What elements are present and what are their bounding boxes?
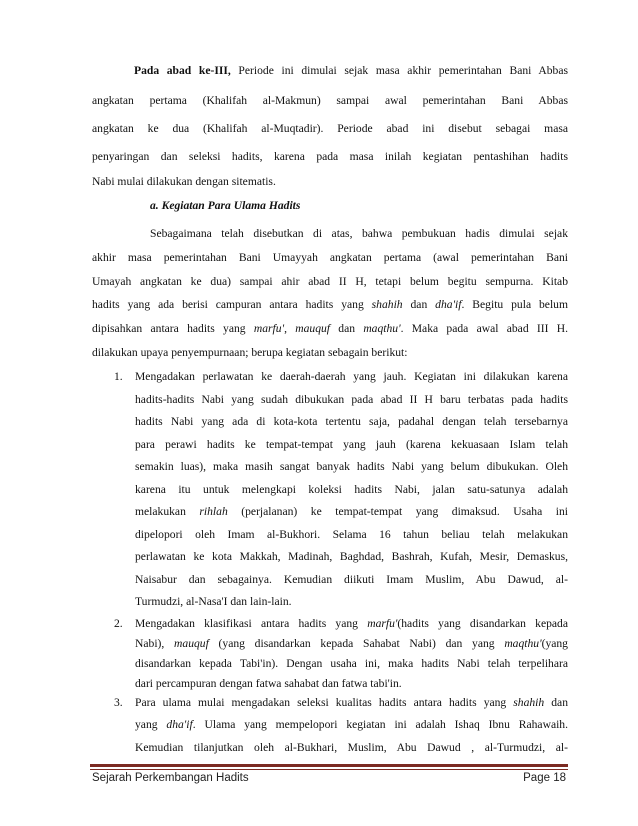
list-item-2-line-2-a: Nabi), (135, 637, 175, 650)
list-item-2-line-2 (135, 637, 568, 651)
list-item-2-line-1-c: (hadits yang disandarkan kepada (397, 617, 568, 630)
term-mauquf: mauquf (295, 322, 331, 335)
term-dhaif: dha'if (435, 298, 462, 311)
term-maqthu: maqthu' (363, 322, 401, 335)
list-item-1-line-10: Naisabur dan sebagainya. Kemudian diikuti Imam Muslim, Abu Dawud, al- (135, 572, 568, 586)
section-line-5-e: dan (330, 322, 364, 335)
footer-rule (90, 764, 568, 767)
section-heading: a. Kegiatan Para Ulama Hadits (150, 199, 301, 212)
section-line-4-e: . Begitu pula belum (461, 298, 568, 311)
intro-line-5: Nabi mulai dilakukan dengan sitematis. (92, 175, 276, 188)
section-line-2: akhir masa pemerintahan Bani Umayyah angkatan pertama (awal pemerintahan Bani (92, 251, 568, 264)
term-mauquf-2: mauquf (174, 637, 209, 650)
list-item-2-line-1 (135, 617, 568, 631)
list-item-2-line-4: dari percampuran dengan fatwa sahabat dan fatwa tabi'in. (135, 677, 402, 690)
term-marfu-2: marfu' (367, 617, 398, 630)
footer-rule-thin (90, 769, 568, 770)
list-item-1-line-7-a: melakukan (135, 505, 200, 518)
section-line-5 (92, 322, 568, 336)
section-line-4 (92, 298, 568, 312)
list-item-3-line-1 (135, 696, 568, 710)
list-number-3: 3. (114, 696, 123, 709)
section-line-6: dilakukan upaya penyempurnaan; berupa kegiatan sebagain berikut: (92, 346, 408, 359)
term-shahih: shahih (371, 298, 403, 311)
intro-lead: Pada abad ke-III, (134, 64, 231, 77)
list-item-3-line-2-c: . Ulama yang mempelopori kegiatan ini adalah Ishaq Ibnu Rahawaih. (192, 718, 569, 731)
list-item-3-line-2 (135, 718, 568, 732)
section-line-1: Sebagaimana telah disebutkan di atas, bahwa pembukuan hadis dimulai sejak (150, 227, 568, 240)
intro-line-1-rest: Periode ini dimulai sejak masa akhir pemerintahan Bani Abbas (238, 64, 568, 77)
list-item-1-line-1: Mengadakan perlawatan ke daerah-daerah yang jauh. Kegiatan ini dilakukan karena (135, 370, 568, 383)
section-line-5-c: , (284, 322, 296, 335)
section-line-5-g: . Maka pada awal abad III H. (400, 322, 569, 335)
footer-title: Sejarah Perkembangan Hadits (92, 772, 249, 784)
page-number: Page 18 (523, 772, 566, 784)
list-item-2-line-2-e: (yang (541, 637, 568, 650)
list-item-1-line-2: hadits-hadits Nabi yang sudah dibukukan pada abad II H baru terbatas pada hadits (135, 392, 568, 406)
list-item-1-line-6: karena itu untuk melengkapi koleksi hadits Nabi, jalan satu-satunya adalah (135, 482, 568, 496)
list-item-3-line-1-a: Para ulama mulai mengadakan seleksi kualitas hadits antara hadits yang (135, 696, 514, 709)
list-item-1-line-4: para perawi hadits ke tempat-tempat yang jauh (karena kekuasaan Islam telah (135, 437, 568, 451)
section-line-3: Umayah angkatan ke dua) sampai ahir abad II H, tetapi belum begitu sempurna. Kitab (92, 275, 568, 288)
list-item-1-line-11: Turmudzi, al-Nasa'I dan lain-lain. (135, 595, 292, 608)
section-line-4-a: hadits yang ada berisi campuran antara hadits yang (92, 298, 372, 311)
term-maqthu-2: maqthu' (504, 637, 542, 650)
section-line-5-a: dipisahkan antara hadits yang (92, 322, 254, 335)
list-item-1-line-7 (135, 505, 568, 519)
list-item-1-line-5: semakin luas), maka masih sangat banyak hadits Nabi yang belum dibukukan. Oleh (135, 460, 568, 473)
intro-line-1 (134, 64, 568, 78)
list-item-2-line-2-c: (yang disandarkan kepada Sahabat Nabi) dan yang (208, 637, 505, 650)
list-item-3-line-3: Kemudian tilanjutkan oleh al-Bukhari, Muslim, Abu Dawud , al-Turmudzi, al- (135, 741, 568, 754)
term-shahih-2: shahih (513, 696, 545, 709)
list-item-2-line-1-a: Mengadakan klasifikasi antara hadits yang (135, 617, 368, 630)
list-item-1-line-9: perlawatan ke kota Makkah, Madinah, Baghdad, Bashrah, Kufah, Mesir, Demaskus, (135, 550, 568, 563)
list-item-2-line-3: disandarkan kepada Tabi'in). Dengan usaha ini, maka hadits Nabi telah terpelihara (135, 657, 568, 670)
list-item-3-line-2-a: yang (135, 718, 167, 731)
intro-line-3: angkatan ke dua (Khalifah al-Muqtadir). Periode abad ini disebut sebagai masa (92, 122, 568, 135)
section-line-4-c: dan (402, 298, 436, 311)
term-dhaif-2: dha'if (166, 718, 193, 731)
list-number-2: 2. (114, 617, 123, 630)
term-rihlah: rihlah (199, 505, 228, 518)
intro-line-2: angkatan pertama (Khalifah al-Makmun) sampai awal pemerintahan Bani Abbas (92, 94, 568, 107)
intro-line-4: penyaringan dan seleksi hadits, karena pada masa inilah kegiatan pentashihan hadits (92, 150, 568, 163)
list-item-1-line-7-c: (perjalanan) ke tempat-tempat yang dimaksud. Usaha ini (227, 505, 569, 518)
list-item-1-line-3: hadits Nabi yang ada di kota-kota tertentu saja, padahal dengan telah tersebarnya (135, 415, 568, 428)
list-item-3-line-1-c: dan (544, 696, 568, 709)
list-item-1-line-8: dipelopori oleh Imam al-Bukhori. Selama 16 tahun beliau telah melakukan (135, 527, 568, 541)
term-marfu: marfu' (253, 322, 285, 335)
list-number-1: 1. (114, 370, 123, 383)
